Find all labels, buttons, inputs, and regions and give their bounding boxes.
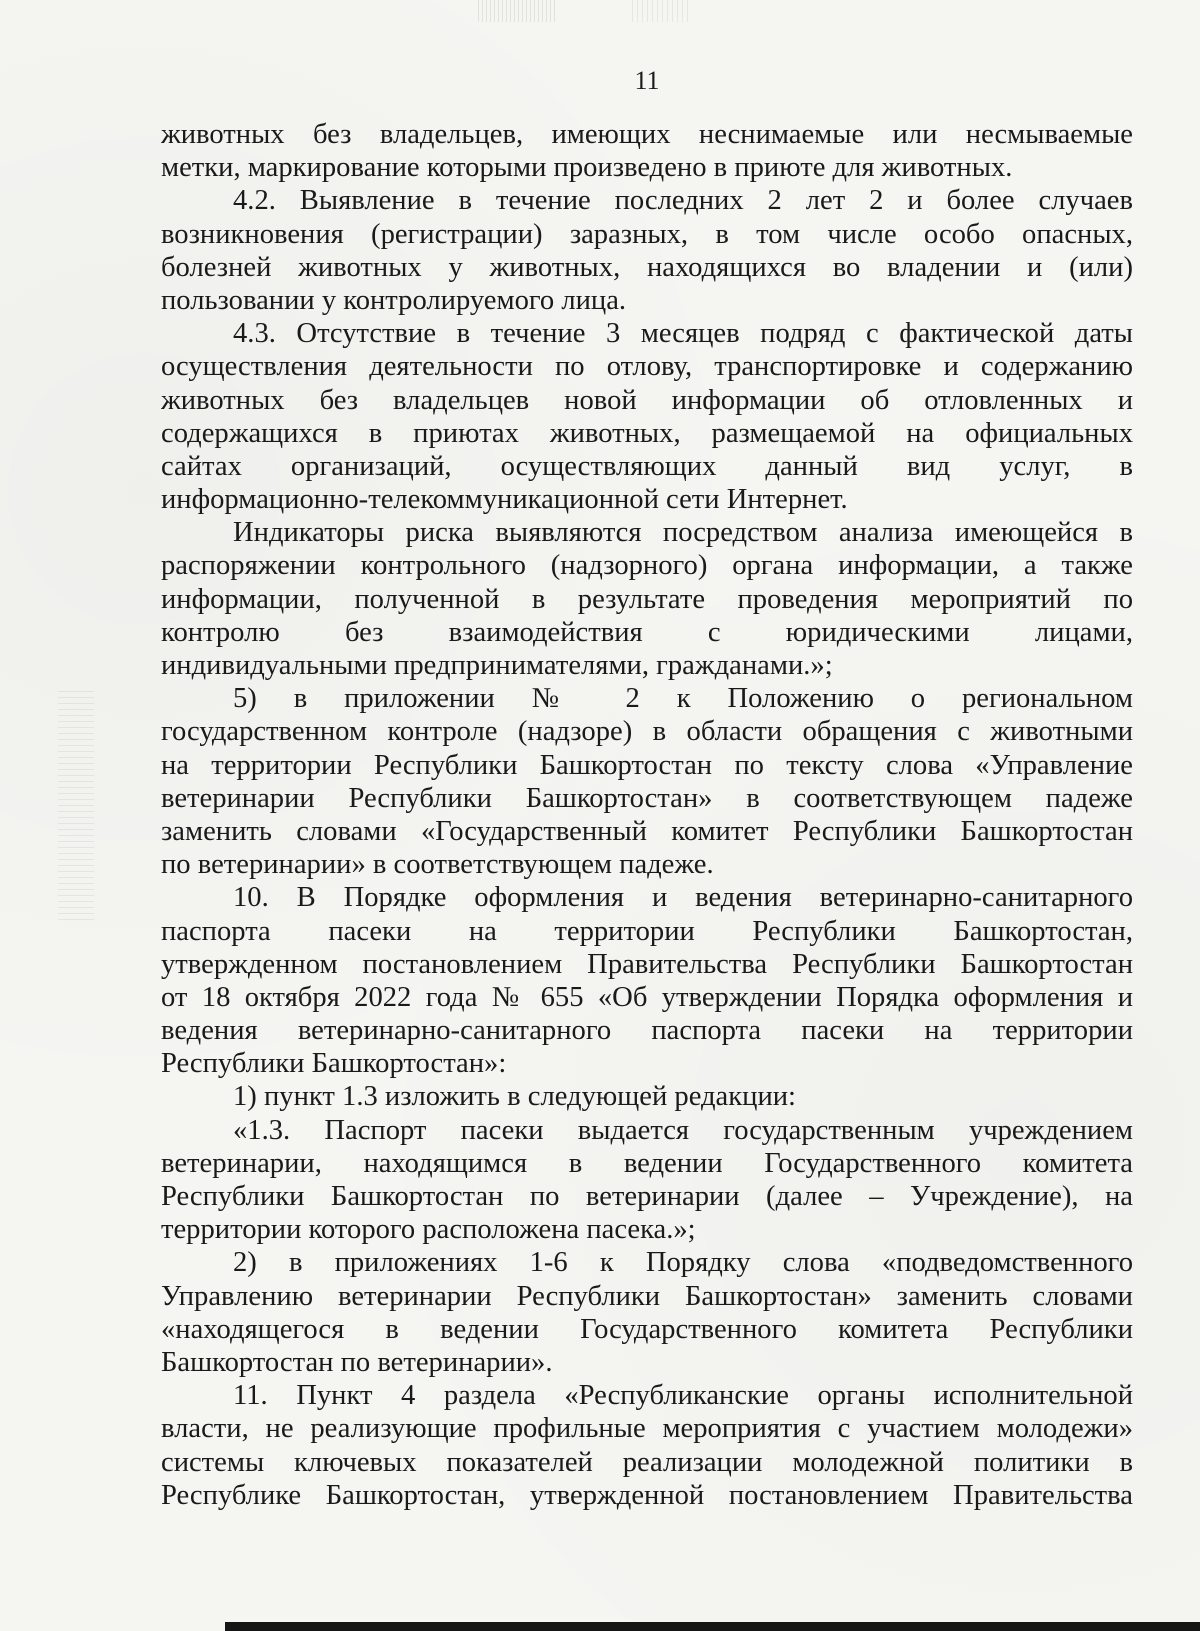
text-line: информации, полученной в результате проведения мероприятий по: [161, 583, 1133, 615]
text-line: ветеринарии Республики Башкортостан» в соответствующем падеже: [161, 782, 1133, 814]
text-line: 11. Пункт 4 раздела «Республиканские органы исполнительной: [233, 1380, 1133, 1412]
text-line: метки, маркирование которыми произведено в приюте для животных.: [161, 152, 1013, 184]
text-line: 4.2. Выявление в течение последних 2 лет 2 и более случаев: [233, 185, 1133, 217]
text-line: Республики Башкортостан»:: [161, 1048, 507, 1080]
text-line: власти, не реализующие профильные мероприятия с участием молодежи»: [161, 1413, 1133, 1445]
text-line: утвержденном постановлением Правительства Республики Башкортостан: [161, 948, 1133, 980]
text-line: территории которого расположена пасека.»;: [161, 1214, 696, 1246]
text-line: ведения ветеринарно-санитарного паспорта пасеки на территории: [161, 1015, 1133, 1047]
scan-edge: [225, 1622, 1200, 1631]
text-line: Башкортостан по ветеринарии».: [161, 1346, 553, 1378]
page-number: 11: [634, 66, 660, 95]
text-line: содержащихся в приютах животных, размещаемой на официальных: [161, 417, 1133, 449]
text-line: возникновения (регистрации) заразных, в том числе особо опасных,: [161, 218, 1133, 250]
text-line: 2) в приложениях 1-6 к Порядку слова «подведомственного: [233, 1247, 1133, 1279]
text-line: паспорта пасеки на территории Республики Башкортостан,: [161, 915, 1133, 947]
text-line: Управлению ветеринарии Республики Башкортостан» заменить словами: [161, 1280, 1133, 1312]
text-line: на территории Республики Башкортостан по тексту слова «Управление: [161, 749, 1133, 781]
text-line: 1) пункт 1.3 изложить в следующей редакции:: [233, 1081, 796, 1113]
text-line: «1.3. Паспорт пасеки выдается государственным учреждением: [233, 1114, 1133, 1146]
text-line: осуществления деятельности по отлову, транспортировке и содержанию: [161, 351, 1133, 383]
text-line: 5) в приложении № 2 к Положению о региональном: [233, 683, 1133, 715]
text-line: Республики Башкортостан по ветеринарии (далее – Учреждение), на: [161, 1181, 1133, 1212]
text-line: пользовании у контролируемого лица.: [161, 284, 627, 316]
text-line: животных без владельцев, имеющих неснимаемые или несмываемые: [161, 119, 1133, 150]
text-line: информационно-телекоммуникационной сети Интернет.: [161, 484, 848, 516]
text-line: сайтах организаций, осуществляющих данный вид услуг, в: [161, 450, 1133, 482]
text-line: Республике Башкортостан, утвержденной постановлением Правительства: [161, 1479, 1133, 1511]
scan-artifact: [478, 0, 558, 22]
text-line: распоряжении контрольного (надзорного) органа информации, а также: [161, 550, 1133, 582]
text-line: государственном контроле (надзоре) в области обращения с животными: [161, 716, 1133, 748]
text-line: 10. В Порядке оформления и ведения ветеринарно-санитарного: [233, 882, 1133, 914]
text-line: «находящегося в ведении Государственного комитета Республики: [161, 1313, 1133, 1345]
text-line: 4.3. Отсутствие в течение 3 месяцев подряд с фактической даты: [233, 318, 1133, 350]
text-line: заменить словами «Государственный комитет Республики Башкортостан: [161, 815, 1133, 847]
text-line: животных без владельцев новой информации об отловленных и: [161, 384, 1133, 416]
text-line: болезней животных у животных, находящихся во владении и (или): [161, 251, 1133, 283]
text-line: контролю без взаимодействия с юридическими лицами,: [161, 616, 1133, 648]
text-line: ветеринарии, находящимся в ведении Государственного комитета: [161, 1147, 1133, 1179]
document-body: [161, 118, 1133, 1512]
scan-artifact: [58, 690, 94, 920]
text-line: системы ключевых показателей реализации молодежной политики в: [161, 1446, 1133, 1478]
text-line: по ветеринарии» в соответствующем падеже.: [161, 849, 714, 881]
text-line: Индикаторы риска выявляются посредством анализа имеющейся в: [233, 517, 1133, 549]
scan-artifact: [632, 0, 692, 22]
text-line: от 18 октября 2022 года № 655 «Об утверждении Порядка оформления и: [161, 981, 1133, 1013]
text-line: индивидуальными предпринимателями, гражданами.»;: [161, 650, 833, 681]
